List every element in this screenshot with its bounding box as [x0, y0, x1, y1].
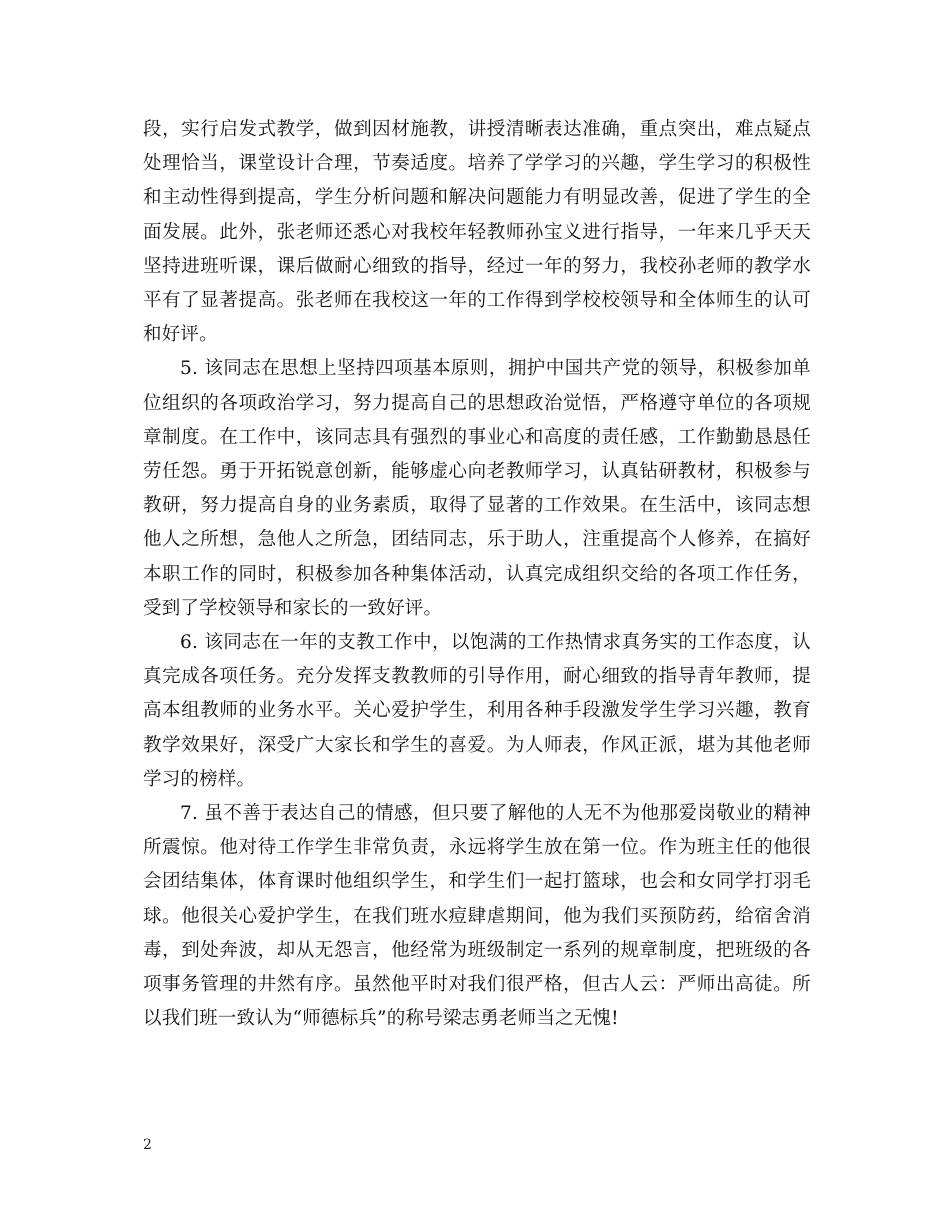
- paragraph-continuation: 段，实行启发式教学，做到因材施教，讲授清晰表达准确，重点突出，难点疑点处理恰当，课堂设计合理，节奏适度。培养了学学习的兴趣，学生学习的积极性和主动性得到提高，学生分析问题和解决问题能力有明显改善，促进了学生的全面发展。此外，张老师还悉心对我校年轻教师孙宝义进行指导，一年来几乎天天坚持进班听课，课后做耐心细致的指导，经过一年的努力，我校孙老师的教学水平有了显著提高。张老师在我校这一年的工作得到学校校领导和全体师生的认可和好评。: [143, 119, 811, 346]
- document-body: [143, 113, 811, 1036]
- paragraph-item-6: 6. 该同志在一年的支教工作中，以饱满的工作热情求真务实的工作态度，认真完成各项任务。充分发挥支教教师的引导作用，耐心细致的指导青年教师，提高本组教师的业务水平。关心爱护学生，利用各种手段激发学生学习兴趣，教育教学效果好，深受广大家长和学生的喜爱。为人师表，作风正派，堪为其他老师学习的榜样。: [143, 632, 811, 790]
- page-number: 2: [143, 1137, 152, 1153]
- paragraph-item-7: 7. 虽不善于表达自己的情感，但只要了解他的人无不为他那爱岗敬业的精神所震惊。他对待工作学生非常负责，永远将学生放在第一位。作为班主任的他很会团结集体，体育课时他组织学生，和学生们一起打篮球，也会和女同学打羽毛球。他很关心爱护学生，在我们班水痘肆虐期间，他为我们买预防药，给宿舍消毒，到处奔波，却从无怨言，他经常为班级制定一系列的规章制度，把班级的各项事务管理的井然有序。虽然他平时对我们很严格，但古人云：严师出高徒。所以我们班一致认为“师德标兵”的称号梁志勇老师当之无愧!: [143, 803, 811, 1030]
- paragraph-item-5: 5. 该同志在思想上坚持四项基本原则，拥护中国共产党的领导，积极参加单位组织的各项政治学习，努力提高自己的思想政治觉悟，严格遵守单位的各项规章制度。在工作中，该同志具有强烈的事业心和高度的责任感，工作勤勤恳恳任劳任怨。勇于开拓锐意创新，能够虚心向老教师学习，认真钻研教材，积极参与教研，努力提高自身的业务素质，取得了显著的工作效果。在生活中，该同志想他人之所想，急他人之所急，团结同志，乐于助人，注重提高个人修养，在搞好本职工作的同时，积极参加各种集体活动，认真完成组织交给的各项工作任务，受到了学校领导和家长的一致好评。: [143, 358, 811, 619]
